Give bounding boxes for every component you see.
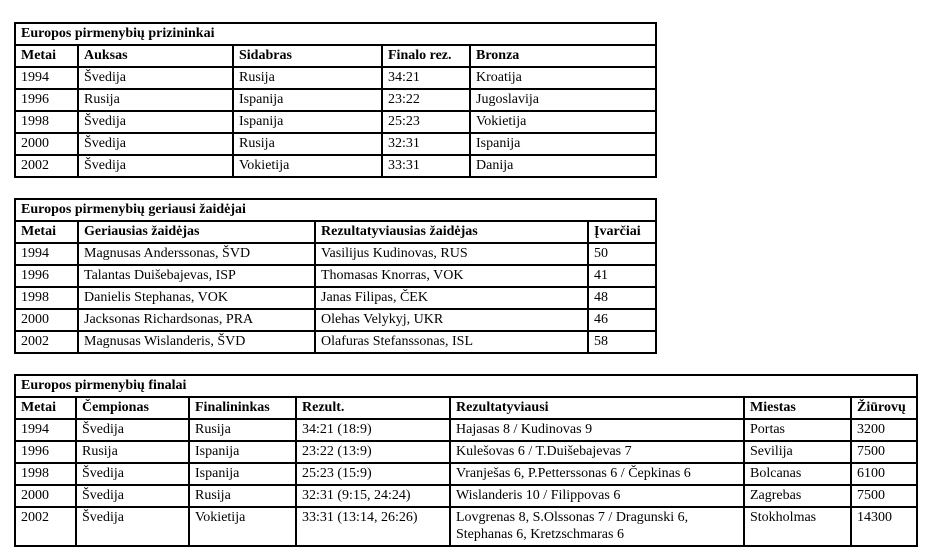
table-cell: 2002 <box>15 507 76 546</box>
table-cell: Hajasas 8 / Kudinovas 9 <box>450 419 744 441</box>
table-cell: Jacksonas Richardsonas, PRA <box>78 309 315 331</box>
table-cell: 2000 <box>15 309 78 331</box>
column-header: Miestas <box>744 397 851 419</box>
table-cell: 1998 <box>15 287 78 309</box>
table-cell: Zagrebas <box>744 485 851 507</box>
table-row <box>15 507 917 546</box>
table-cell: Švedija <box>78 111 233 133</box>
column-header: Bronza <box>470 45 656 67</box>
table-title-row <box>15 23 656 45</box>
column-header: Finalo rez. <box>382 45 470 67</box>
table-cell: Kulešovas 6 / T.Duišebajevas 7 <box>450 441 744 463</box>
table-cell: 33:31 <box>382 155 470 177</box>
table-cell: 1996 <box>15 89 78 111</box>
table-cell: 41 <box>588 265 656 287</box>
table-cell: Sevilija <box>744 441 851 463</box>
table-title: Europos pirmenybių prizininkai <box>15 23 656 45</box>
column-header: Metai <box>15 221 78 243</box>
column-header: Metai <box>15 397 76 419</box>
finals-table <box>14 374 918 547</box>
table-cell: 7500 <box>851 441 917 463</box>
table-cell: 1998 <box>15 111 78 133</box>
column-header: Rezultatyviausi <box>450 397 744 419</box>
table-cell: Vranješas 6, P.Petterssonas 6 / Čepkinas 6 <box>450 463 744 485</box>
table-cell: 34:21 (18:9) <box>296 419 450 441</box>
table-row <box>15 265 656 287</box>
table-row <box>15 309 656 331</box>
table-cell: Janas Filipas, ČEK <box>315 287 588 309</box>
table-header-row <box>15 397 917 419</box>
table-cell: 25:23 (15:9) <box>296 463 450 485</box>
column-header: Rezultatyviausias žaidėjas <box>315 221 588 243</box>
table-cell: Švedija <box>76 463 189 485</box>
table-cell: Thomasas Knorras, VOK <box>315 265 588 287</box>
table-cell: Magnusas Wislanderis, ŠVD <box>78 331 315 353</box>
table-row <box>15 111 656 133</box>
column-header: Įvarčiai <box>588 221 656 243</box>
table-title: Europos pirmenybių finalai <box>15 375 917 397</box>
table-cell: Kroatija <box>470 67 656 89</box>
table-cell: Stokholmas <box>744 507 851 546</box>
table-cell: Olehas Velykyj, UKR <box>315 309 588 331</box>
table-cell: 1994 <box>15 419 76 441</box>
table-title: Europos pirmenybių geriausi žaidėjai <box>15 199 656 221</box>
column-header: Čempionas <box>76 397 189 419</box>
table-cell: 2000 <box>15 133 78 155</box>
table-cell: Švedija <box>76 485 189 507</box>
table-row <box>15 485 917 507</box>
column-header: Finalininkas <box>189 397 296 419</box>
table-cell: Ispanija <box>189 463 296 485</box>
column-header: Auksas <box>78 45 233 67</box>
table-cell: Olafuras Stefanssonas, ISL <box>315 331 588 353</box>
table-row <box>15 419 917 441</box>
table-row <box>15 331 656 353</box>
table-row <box>15 133 656 155</box>
table-cell: 33:31 (13:14, 26:26) <box>296 507 450 546</box>
column-header: Metai <box>15 45 78 67</box>
table-cell: 7500 <box>851 485 917 507</box>
table-header-row <box>15 45 656 67</box>
table-cell: 50 <box>588 243 656 265</box>
best-players-table <box>14 198 657 354</box>
table-cell: Talantas Duišebajevas, ISP <box>78 265 315 287</box>
table-cell: Švedija <box>76 507 189 546</box>
table-cell: 58 <box>588 331 656 353</box>
table-cell: 23:22 <box>382 89 470 111</box>
table-cell: Portas <box>744 419 851 441</box>
table-title-row <box>15 199 656 221</box>
table-cell: 1996 <box>15 265 78 287</box>
table-cell: 1998 <box>15 463 76 485</box>
table-cell: 25:23 <box>382 111 470 133</box>
table-cell: 1996 <box>15 441 76 463</box>
table-cell: 1994 <box>15 67 78 89</box>
table-cell: Danielis Stephanas, VOK <box>78 287 315 309</box>
column-header: Sidabras <box>233 45 382 67</box>
table-cell: Švedija <box>78 67 233 89</box>
column-header: Žiūrovų <box>851 397 917 419</box>
table-cell: 32:31 <box>382 133 470 155</box>
table-cell: Vokietija <box>470 111 656 133</box>
table-row <box>15 441 917 463</box>
table-cell: Švedija <box>78 133 233 155</box>
medalists-table <box>14 22 657 178</box>
table-row <box>15 67 656 89</box>
table-cell: Rusija <box>233 133 382 155</box>
table-cell: Rusija <box>78 89 233 111</box>
table-cell: Švedija <box>76 419 189 441</box>
table-cell: Ispanija <box>189 441 296 463</box>
table-cell: Danija <box>470 155 656 177</box>
table-title-row <box>15 375 917 397</box>
table-cell: Rusija <box>189 419 296 441</box>
table-cell: Švedija <box>78 155 233 177</box>
table-row <box>15 89 656 111</box>
table-cell: Rusija <box>189 485 296 507</box>
column-header: Geriausias žaidėjas <box>78 221 315 243</box>
table-cell: Vokietija <box>233 155 382 177</box>
table-row <box>15 155 656 177</box>
table-cell: 46 <box>588 309 656 331</box>
table-cell: Bolcanas <box>744 463 851 485</box>
table-cell: Vokietija <box>189 507 296 546</box>
table-cell: Magnusas Anderssonas, ŠVD <box>78 243 315 265</box>
table-row <box>15 463 917 485</box>
table-cell: Jugoslavija <box>470 89 656 111</box>
table-cell: Rusija <box>233 67 382 89</box>
table-header-row <box>15 221 656 243</box>
table-cell: 14300 <box>851 507 917 546</box>
table-cell: 2002 <box>15 155 78 177</box>
table-cell: Vasilijus Kudinovas, RUS <box>315 243 588 265</box>
table-cell: 2000 <box>15 485 76 507</box>
table-cell: 34:21 <box>382 67 470 89</box>
table-cell: Ispanija <box>470 133 656 155</box>
table-row <box>15 243 656 265</box>
table-cell: 2002 <box>15 331 78 353</box>
table-cell: 48 <box>588 287 656 309</box>
table-cell: 32:31 (9:15, 24:24) <box>296 485 450 507</box>
table-cell: Ispanija <box>233 111 382 133</box>
table-cell: 6100 <box>851 463 917 485</box>
table-cell: 1994 <box>15 243 78 265</box>
table-row <box>15 287 656 309</box>
table-cell: Lovgrenas 8, S.Olssonas 7 / Dragunski 6, Stephanas 6, Kretzschmaras 6 <box>450 507 744 546</box>
column-header: Rezult. <box>296 397 450 419</box>
table-cell: 3200 <box>851 419 917 441</box>
table-cell: Wislanderis 10 / Filippovas 6 <box>450 485 744 507</box>
table-cell: Rusija <box>76 441 189 463</box>
table-cell: Ispanija <box>233 89 382 111</box>
table-cell: 23:22 (13:9) <box>296 441 450 463</box>
